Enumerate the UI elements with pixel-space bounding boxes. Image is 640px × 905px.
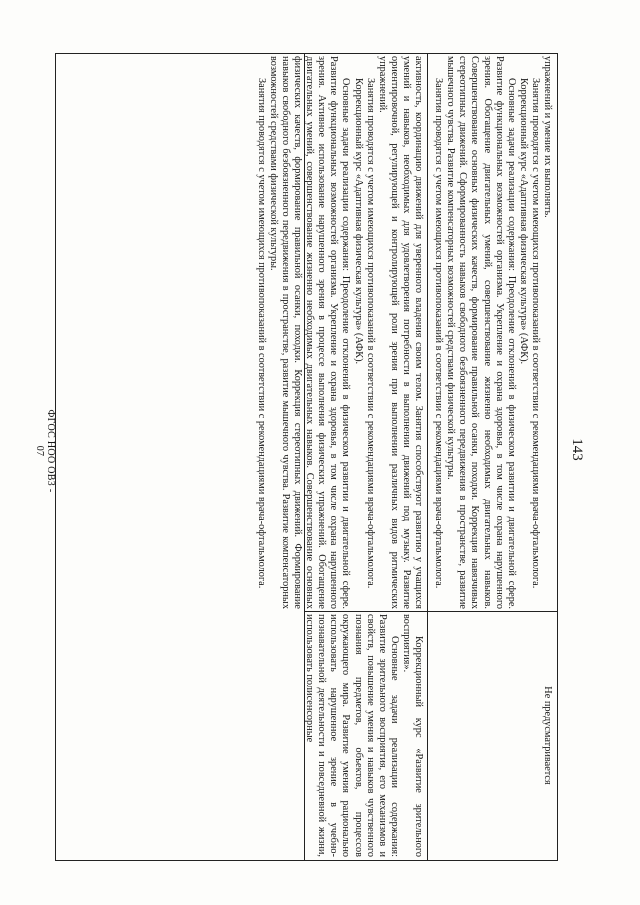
paragraph: активность, координацию движений для уверенного владения своим телом. Занятия способствуют развитию у учащихся умений и навыков, необходимых для удовлетворения потребности в выполнении движений под музыку. Развитие ориентировочной, регулирующей и контролирующей роли зрения при выполнении различных видов ритмических упражнений. [376,56,424,609]
right-upper-cell [429,614,553,857]
paragraph: Основные задачи реализации содержания: Преодоление отклонений в физическом развитии и двигательной сфере. Развитие функциональных возможностей организма. Укрепление и охрана здоровья, в том числе охрана нарушенного зрения. Обогащение двигательных умений, совершенствование жизненно необходимых двигательных навыков. Совершенствование основных физических качеств, формирование правильной осанки, походки. Коррекция навязчивых стереотипных движений. Сформированность навыков свободного безбоязненного передвижения в пространстве, развитие мышечного чувства. Развитие компенсаторных возможностей средствами физической культуры. [445,56,517,609]
paragraph: Занятия проводятся с учетом имеющихся противопоказаний в соответствии с рекомендациями врача-офтальмолога. [255,78,267,589]
column-divider [427,54,428,860]
paragraph: Занятия проводятся с учетом имеющихся противопоказаний в соответствии с рекомендациями врача-офтальмолога. [433,78,445,589]
document-code: ФГОС НОО ОВЗ - 07 [34,409,56,493]
paragraph: Коррекционный курс «Развитие зрительного восприятия». [400,614,424,857]
paragraph: Коррекционный курс «Адаптивная физическая культура» (АФК). [517,78,529,365]
paragraph: Занятия проводятся с учетом имеющихся противопоказаний в соответствии с рекомендациями врача-офтальмолога. [529,78,541,589]
right-lower-cell [429,56,553,609]
paragraph: Коррекционный курс «Адаптивная физическая культура» (АФК). [352,78,364,365]
paragraph: Занятия проводятся с учетом имеющихся противопоказаний в соответствии с рекомендациями врача-офтальмолога. [364,78,376,589]
page-number: 143 [568,438,585,461]
row-divider [304,611,557,612]
middle-upper-cell [304,614,424,857]
not-provided-text: Не предусматривается [542,686,553,785]
paragraph: упражнений и умение их выполнять. [542,56,553,218]
paragraph: Основные задачи реализации содержания: Преодоление отклонений в физическом развитии и двигательной сфере. Развитие функциональных возможностей организма. Укрепление и охрана здоровья, в том числе охрана нарушенного зрения. Активное использование нарушенного зрения в процессе выполнения физических упражнений. Обогащение двигательных умений, совершенствование жизненно необходимых двигательных навыков. Совершенствование основных физических качеств, формирование правильной осанки, походки. Коррекция стереотипных движений. Формирование навыков свободного безбоязненного передвижения в пространстве, развитие мышечного чувства. Развитие компенсаторных возможностей средствами физической культуры. [267,56,352,609]
paragraph: Основные задачи реализации содержания: Развитие зрительного восприятия, его механизмов и свойств, повышение умения и навыков чувственного познания предметов, объектов, процессов окружающего мира. Развитие умения рационально использовать нарушенное зрение в учебно-познавательной деятельности и повседневной жизни, использовать полисенсорные [304,614,400,857]
middle-lower-cell [255,56,424,609]
